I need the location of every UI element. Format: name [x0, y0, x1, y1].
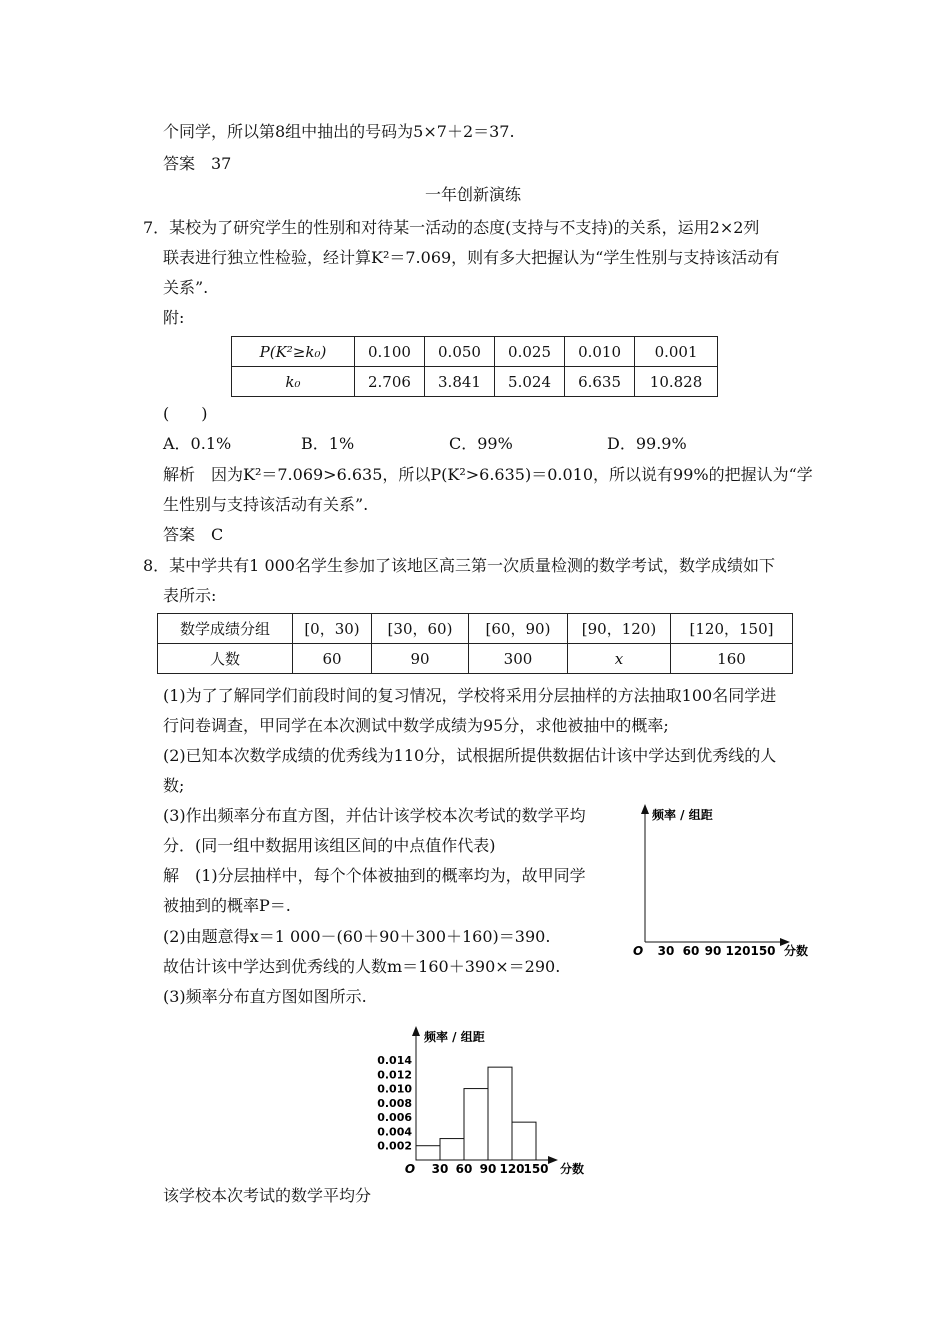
text-line-1: 个同学，所以第8组中抽出的号码为5×7＋2＝37.	[163, 122, 515, 141]
table-cell: [0，30)	[293, 614, 372, 644]
option-d: D．99.9%	[607, 434, 687, 453]
y-tick-label: 0.002	[377, 1139, 412, 1153]
table-cell: 90	[372, 644, 469, 674]
q7-appendix: 附:	[163, 308, 185, 327]
part3-line-1: (3)作出频率分布直方图，并估计该学校本次考试的数学平均	[163, 806, 586, 825]
table-cell: [120，150]	[671, 614, 793, 644]
option-b: B．1%	[301, 434, 355, 453]
q8-line-1: 8．某中学共有1 000名学生参加了该地区高三第一次质量检测的数学考试，数学成绩如下	[143, 556, 775, 575]
section-title: 一年创新演练	[425, 185, 522, 204]
y-axis-arrow-icon	[412, 1026, 420, 1036]
x-tick-label: 60	[455, 1162, 473, 1176]
table-cell: 数学成绩分组	[158, 614, 293, 644]
table-cell: 300	[469, 644, 568, 674]
option-c: C．99%	[449, 434, 513, 453]
table-cell: 人数	[158, 644, 293, 674]
table-cell: x	[568, 644, 671, 674]
option-a: A．0.1%	[163, 434, 232, 453]
table-cell: 3.841	[424, 367, 494, 397]
answer-bracket: ( )	[163, 404, 208, 423]
table-cell: 0.025	[495, 337, 565, 367]
histogram-bar	[440, 1139, 464, 1160]
table-cell: k₀	[232, 367, 355, 397]
table-cell: 60	[293, 644, 372, 674]
table-row	[232, 337, 718, 367]
chart-origin-label: O	[404, 1162, 416, 1176]
table-cell: 160	[671, 644, 793, 674]
q8-line-2: 表所示:	[163, 586, 217, 605]
y-tick-label: 0.008	[377, 1096, 412, 1110]
histogram-bar	[488, 1067, 512, 1160]
answer-7: 答案 C	[163, 525, 224, 544]
last-line: 该学校本次考试的数学平均分	[163, 1186, 372, 1205]
origin-label: O	[633, 944, 644, 958]
part2-line-1: (2)已知本次数学成绩的优秀线为110分，试根据所提供数据估计该中学达到优秀线的人	[163, 746, 777, 765]
solution-1-line-1: 解 (1)分层抽样中，每个个体被抽到的概率均为，故甲同学	[163, 866, 586, 885]
histogram-bar	[512, 1122, 536, 1160]
x-tick-label: 120	[725, 944, 751, 958]
frequency-histogram	[372, 1020, 602, 1180]
x-tick-label: 30	[657, 944, 675, 958]
table-cell: 0.100	[354, 337, 424, 367]
part1-line-1: (1)为了了解同学们前段时间的复习情况，学校将采用分层抽样的方法抽取100名同学进	[163, 686, 777, 705]
table-row	[158, 644, 793, 674]
histogram-bar	[464, 1089, 488, 1160]
x-tick-label: 90	[704, 944, 722, 958]
chart-ylabel: 频率 / 组距	[424, 1030, 485, 1044]
table-cell: 5.024	[495, 367, 565, 397]
table-cell: [30，60)	[372, 614, 469, 644]
part2-line-2: 数;	[163, 776, 185, 795]
x-axis-arrow-icon	[548, 1156, 558, 1164]
table-cell: 2.706	[354, 367, 424, 397]
xlabel: 分数	[784, 944, 809, 958]
histogram-bar	[416, 1146, 440, 1160]
x-tick-label: 60	[682, 944, 700, 958]
part1-line-2: 行问卷调查，甲同学在本次测试中数学成绩为95分，求他被抽中的概率;	[163, 716, 669, 735]
table-cell: [90，120)	[568, 614, 671, 644]
table-cell: 0.050	[424, 337, 494, 367]
table-cell: 10.828	[635, 367, 718, 397]
table-cell: 6.635	[565, 367, 635, 397]
y-axis-arrow-icon	[641, 804, 649, 814]
table-cell: 0.001	[635, 337, 718, 367]
x-tick-label: 120	[499, 1162, 525, 1176]
table-cell: [60，90)	[469, 614, 568, 644]
y-tick-label: 0.014	[377, 1054, 412, 1067]
critical-value-table	[231, 336, 718, 397]
q7-line-3: 关系”.	[163, 278, 209, 297]
answer-6: 答案 37	[163, 154, 232, 173]
analysis-line-1: 解析 因为K²＝7.069>6.635，所以P(K²>6.635)＝0.010，所以说有99%的把握认为“学	[163, 465, 813, 484]
chart-xlabel: 分数	[560, 1162, 585, 1176]
part3-line-2: 分．(同一组中数据用该组区间的中点值作代表)	[163, 836, 496, 855]
q7-line-1: 7．某校为了研究学生的性别和对待某一活动的态度(支持与不支持)的关系，运用2×2列	[143, 218, 760, 237]
blank-histogram-axes	[628, 800, 818, 970]
y-tick-label: 0.010	[377, 1082, 412, 1096]
q7-line-2: 联表进行独立性检验，经计算K²＝7.069，则有多大把握认为“学生性别与支持该活动有	[163, 248, 780, 267]
y-tick-label: 0.004	[377, 1125, 412, 1139]
table-row	[232, 367, 718, 397]
solution-2-line-1: (2)由题意得x＝1 000－(60＋90＋300＋160)＝390.	[163, 927, 551, 946]
x-tick-label: 150	[750, 944, 776, 958]
x-tick-label: 30	[431, 1162, 449, 1176]
score-distribution-table	[157, 613, 793, 674]
solution-3: (3)频率分布直方图如图所示.	[163, 987, 367, 1006]
y-tick-label: 0.006	[377, 1111, 412, 1125]
x-tick-label: 150	[523, 1162, 549, 1176]
analysis-line-2: 生性别与支持该活动有关系”.	[163, 495, 369, 514]
y-tick-label: 0.012	[377, 1068, 412, 1082]
x-tick-label: 90	[479, 1162, 497, 1176]
table-row	[158, 614, 793, 644]
solution-2-line-2: 故估计该中学达到优秀线的人数m＝160＋390×＝290.	[163, 957, 561, 976]
ylabel: 频率 / 组距	[652, 808, 713, 822]
solution-1-line-2: 被抽到的概率P＝.	[163, 896, 291, 915]
table-cell: P(K²≥k₀)	[232, 337, 355, 367]
table-cell: 0.010	[565, 337, 635, 367]
